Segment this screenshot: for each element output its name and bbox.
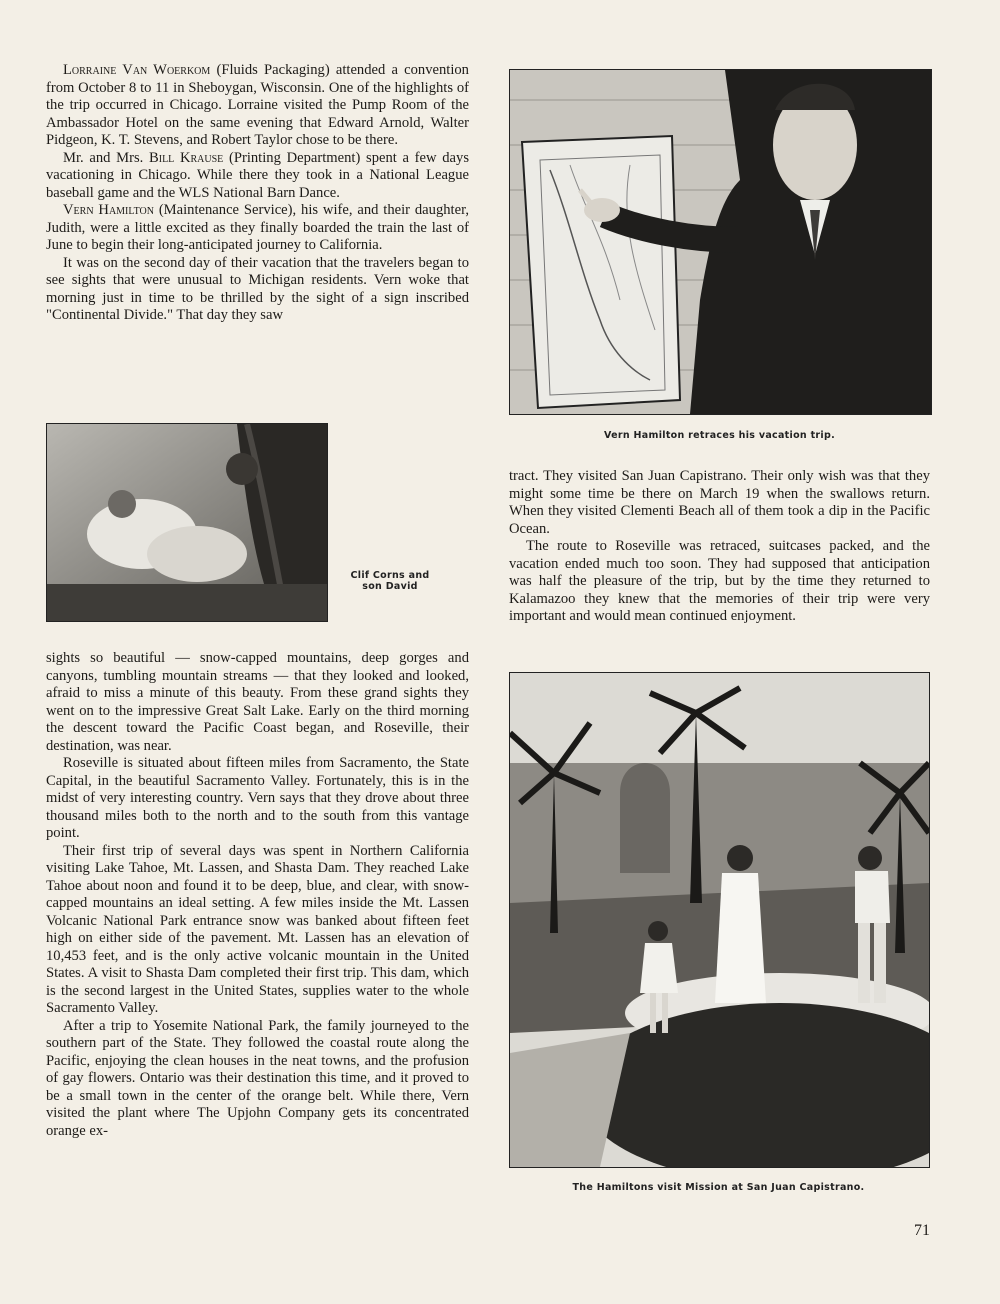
person-name: Lorraine Van Woerkom <box>63 62 211 78</box>
paragraph: Roseville is situated about fifteen miles from Sacramento, the State Capital, in the beautiful Sacramento Valley. Fortunately, this is in the midst of very interesting country. Vern says that they drove about three thousand miles both to the north and to the south from this vantage point. <box>46 755 469 841</box>
photo-vern-hamilton-image <box>510 70 931 414</box>
photo-mission-image <box>510 673 929 1167</box>
column-left-top <box>46 62 469 325</box>
caption-vern-hamilton: Vern Hamilton retraces his vacation trip. <box>604 430 835 441</box>
paragraph-text: (Maintenance Service), his wife, and their daughter, Judith, were a little excited as they finally boarded the train the last of June to begin their long-anticipated journey to California. <box>46 202 470 253</box>
photo-clif-corns-image <box>47 424 327 621</box>
column-left-bottom <box>46 650 469 1140</box>
paragraph: The route to Roseville was retraced, suitcases packed, and the vacation ended much too soon. They had supposed that anticipation was half the pleasure of the trip, but by the time they returned to Kalamazoo they knew that the memories of their trip were very important and would mean continued enjoyment. <box>509 538 930 624</box>
paragraph-text: (Fluids Packaging) attended a convention from October 8 to 11 in Sheboygan, Wisconsin. One of the highlights of the trip occurred in Chicago. Lorraine visited the Pump Room of the Ambassador Hotel on the same evening that Edward Arnold, Walter Pidgeon, K. T. Stevens, and Robert Taylor chose to be there. <box>46 62 469 148</box>
photo-vern-hamilton <box>509 69 932 415</box>
paragraph-text: (Printing Department) spent a few days vacationing in Chicago. While there they took in a National League baseball game and the WLS National Barn Dance. <box>46 149 469 201</box>
person-name: Vern Hamilton <box>63 202 154 218</box>
paragraph: Their first trip of several days was spent in Northern California visiting Lake Tahoe, Mt. Lassen, and Shasta Dam. They reached Lake Tahoe about noon and found it to be deep, blue, and clear, with snow-capped mountains an ideal setting. A few miles inside the Mt. Lassen Volcanic National Park entrance snow was banked about fifteen feet high on either side of the pavement. Mt. Lassen has an elevation of 10,453 feet, and is the only active volcanic mountain in the United States. A visit to Shasta Dam completed their first trip. This dam, which is the second largest in the United States, supplies water to the whole Sacramento Valley. <box>46 842 469 1016</box>
caption-mission: The Hamiltons visit Mission at San Juan Capistrano. <box>572 1182 865 1193</box>
page-number: 71 <box>914 1222 930 1239</box>
paragraph <box>46 150 469 203</box>
column-right-middle <box>509 468 930 626</box>
person-name: Bill Krause <box>149 149 224 166</box>
photo-mission-capistrano <box>509 672 930 1168</box>
paragraph: It was on the second day of their vacation that the travelers began to see sights that were unusual to Michigan residents. Vern woke that morning just in time to be thrilled by the sight of a sign inscribed "Continental Divide." That day they saw <box>46 254 469 323</box>
caption-clif-corns: Clif Corns and son David <box>350 570 430 592</box>
paragraph <box>46 62 469 150</box>
paragraph: sights so beautiful — snow-capped mountains, deep gorges and canyons, tumbling mountain streams — that they looked and looked, afraid to miss a minute of this beauty. From these grand sights they went on to the impressive Great Salt Lake. Early on the third morning the descent toward the Pacific Coast began, and Roseville, their destination, was near. <box>46 650 469 754</box>
photo-clif-corns <box>46 423 328 622</box>
paragraph: tract. They visited San Juan Capistrano. Their only wish was that they might some time be there on March 19 when the swallows return. When they visited Clementi Beach all of them took a dip in the Pacific Ocean. <box>509 468 930 537</box>
paragraph-text: Mr. and Mrs. <box>63 149 149 166</box>
paragraph: After a trip to Yosemite National Park, the family journeyed to the southern part of the State. They followed the coastal route along the Pacific, enjoying the clean houses in the neat towns, and the profusion of gay flowers. Ontario was their destination this time, and it proved to be a small town in the center of the orange belt. While there, Vern visited the plant where The Upjohn Company gets its concentrated orange ex- <box>46 1017 469 1139</box>
paragraph <box>46 202 469 255</box>
